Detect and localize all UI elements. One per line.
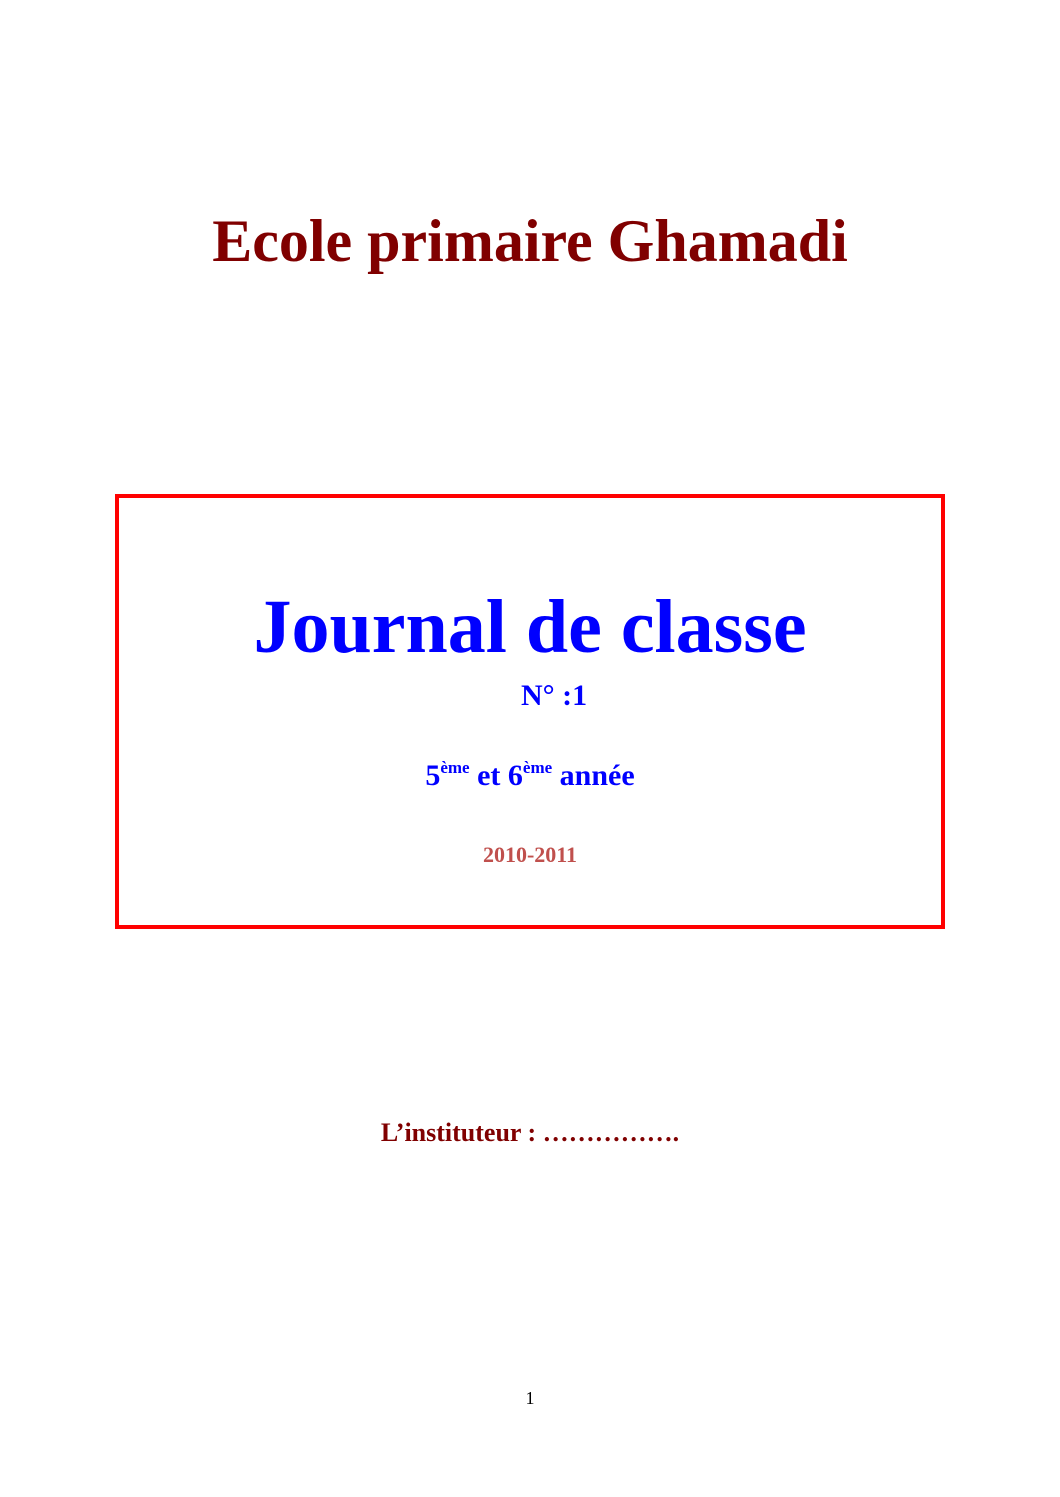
journal-title: Journal de classe [253,585,807,669]
grade-second-suffix: ème [522,758,553,777]
school-title: Ecole primaire Ghamadi [212,208,848,274]
grade-word: année [559,759,635,792]
teacher-line [0,1116,1060,1150]
teacher-label: L’instituteur : [380,1118,537,1147]
page-number: 1 [525,1388,535,1408]
journal-number: N° :1 [521,679,588,712]
grade-line [0,756,1060,796]
grade-second-number: 6 [507,759,523,792]
grade-first-suffix: ème [440,758,470,777]
grade-first-number: 5 [425,759,441,792]
school-year: 2010-2011 [482,842,578,867]
teacher-value: ……………. [542,1118,680,1147]
grade-connector: et [477,759,501,792]
